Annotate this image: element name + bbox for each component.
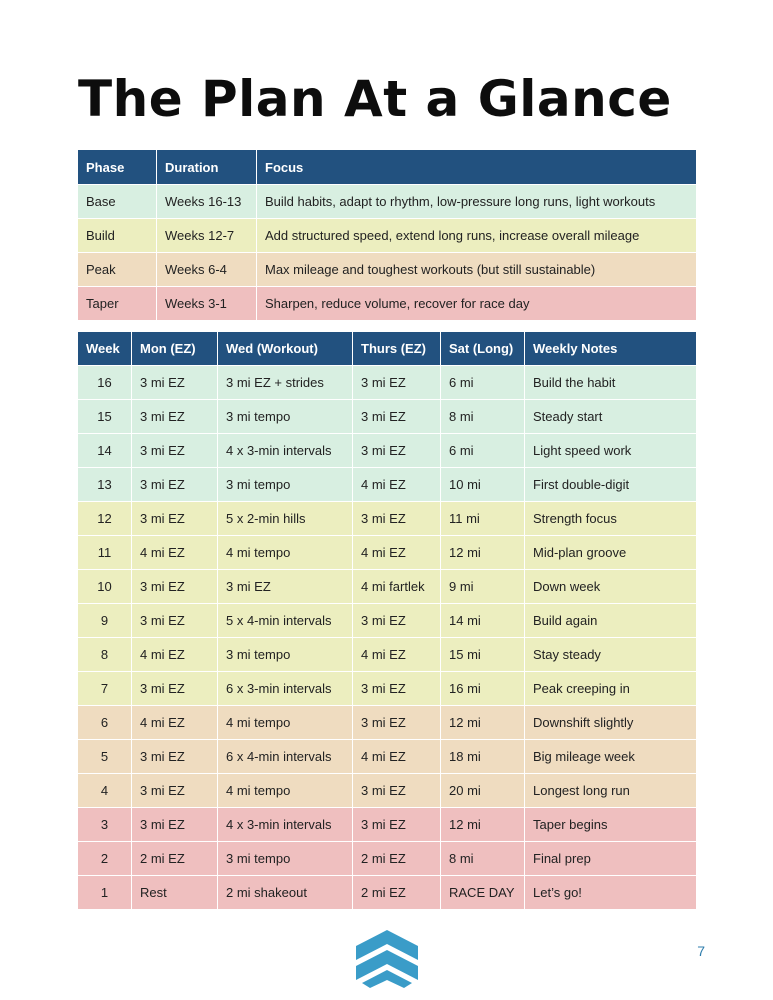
week-row: [78, 706, 697, 740]
week-row: [78, 808, 697, 842]
sat-cell: 10 mi: [441, 468, 525, 502]
header-sat: Sat (Long): [441, 332, 525, 366]
notes-cell: Final prep: [525, 842, 697, 876]
week-row: [78, 638, 697, 672]
notes-cell: Let’s go!: [525, 876, 697, 910]
week-row: [78, 468, 697, 502]
phase-row-base: [78, 185, 697, 219]
sat-cell: 20 mi: [441, 774, 525, 808]
week-row: [78, 774, 697, 808]
header-notes: Weekly Notes: [525, 332, 697, 366]
phase-focus: Sharpen, reduce volume, recover for race day: [257, 287, 697, 321]
header-duration: Duration: [157, 150, 257, 185]
week-number: 7: [78, 672, 132, 706]
phase-focus: Build habits, adapt to rhythm, low-pressure long runs, light workouts: [257, 185, 697, 219]
week-number: 14: [78, 434, 132, 468]
wed-cell: 6 x 4-min intervals: [218, 740, 353, 774]
thu-cell: 3 mi EZ: [353, 672, 441, 706]
wed-cell: 5 x 2-min hills: [218, 502, 353, 536]
sat-cell: 12 mi: [441, 706, 525, 740]
mon-cell: 3 mi EZ: [132, 808, 218, 842]
week-number: 12: [78, 502, 132, 536]
mon-cell: 3 mi EZ: [132, 740, 218, 774]
sat-cell: 8 mi: [441, 842, 525, 876]
mon-cell: 3 mi EZ: [132, 604, 218, 638]
thu-cell: 3 mi EZ: [353, 434, 441, 468]
sat-cell: 14 mi: [441, 604, 525, 638]
sat-cell: 6 mi: [441, 366, 525, 400]
wed-cell: 3 mi EZ: [218, 570, 353, 604]
sat-cell: 16 mi: [441, 672, 525, 706]
notes-cell: Longest long run: [525, 774, 697, 808]
week-number: 8: [78, 638, 132, 672]
thu-cell: 2 mi EZ: [353, 842, 441, 876]
notes-cell: Build again: [525, 604, 697, 638]
phase-name: Peak: [78, 253, 157, 287]
phase-duration: Weeks 3-1: [157, 287, 257, 321]
wed-cell: 3 mi tempo: [218, 638, 353, 672]
notes-cell: Strength focus: [525, 502, 697, 536]
notes-cell: Down week: [525, 570, 697, 604]
week-number: 11: [78, 536, 132, 570]
training-plan-table: [77, 331, 697, 910]
notes-cell: Downshift slightly: [525, 706, 697, 740]
plan-table-header: [78, 332, 697, 366]
phase-name: Base: [78, 185, 157, 219]
week-row: [78, 434, 697, 468]
thu-cell: 3 mi EZ: [353, 706, 441, 740]
phase-focus: Add structured speed, extend long runs, increase overall mileage: [257, 219, 697, 253]
notes-cell: Peak creeping in: [525, 672, 697, 706]
week-number: 1: [78, 876, 132, 910]
thu-cell: 3 mi EZ: [353, 774, 441, 808]
thu-cell: 2 mi EZ: [353, 876, 441, 910]
sat-cell: 12 mi: [441, 536, 525, 570]
sat-cell: RACE DAY: [441, 876, 525, 910]
notes-cell: Taper begins: [525, 808, 697, 842]
sat-cell: 12 mi: [441, 808, 525, 842]
thu-cell: 3 mi EZ: [353, 366, 441, 400]
thu-cell: 4 mi fartlek: [353, 570, 441, 604]
notes-cell: Build the habit: [525, 366, 697, 400]
mon-cell: 4 mi EZ: [132, 706, 218, 740]
phase-table: [77, 149, 697, 321]
mon-cell: 3 mi EZ: [132, 400, 218, 434]
wed-cell: 2 mi shakeout: [218, 876, 353, 910]
sat-cell: 8 mi: [441, 400, 525, 434]
header-wed: Wed (Workout): [218, 332, 353, 366]
mon-cell: Rest: [132, 876, 218, 910]
week-row: [78, 536, 697, 570]
notes-cell: Light speed work: [525, 434, 697, 468]
notes-cell: Mid-plan groove: [525, 536, 697, 570]
week-number: 6: [78, 706, 132, 740]
mon-cell: 3 mi EZ: [132, 570, 218, 604]
mon-cell: 3 mi EZ: [132, 434, 218, 468]
week-number: 13: [78, 468, 132, 502]
phase-row-taper: [78, 287, 697, 321]
thu-cell: 3 mi EZ: [353, 400, 441, 434]
wed-cell: 6 x 3-min intervals: [218, 672, 353, 706]
notes-cell: Stay steady: [525, 638, 697, 672]
thu-cell: 4 mi EZ: [353, 638, 441, 672]
week-row: [78, 400, 697, 434]
week-row: [78, 570, 697, 604]
mon-cell: 3 mi EZ: [132, 366, 218, 400]
week-row: [78, 366, 697, 400]
sat-cell: 9 mi: [441, 570, 525, 604]
mon-cell: 3 mi EZ: [132, 502, 218, 536]
week-row: [78, 604, 697, 638]
week-number: 16: [78, 366, 132, 400]
week-number: 5: [78, 740, 132, 774]
sat-cell: 6 mi: [441, 434, 525, 468]
mon-cell: 3 mi EZ: [132, 468, 218, 502]
header-phase: Phase: [78, 150, 157, 185]
week-number: 4: [78, 774, 132, 808]
week-row: [78, 740, 697, 774]
wed-cell: 3 mi tempo: [218, 400, 353, 434]
thu-cell: 3 mi EZ: [353, 604, 441, 638]
sat-cell: 18 mi: [441, 740, 525, 774]
wed-cell: 3 mi tempo: [218, 842, 353, 876]
notes-cell: Steady start: [525, 400, 697, 434]
week-row: [78, 672, 697, 706]
week-number: 10: [78, 570, 132, 604]
wed-cell: 3 mi tempo: [218, 468, 353, 502]
chevron-stack-logo-icon: [354, 930, 420, 994]
week-number: 9: [78, 604, 132, 638]
phase-focus: Max mileage and toughest workouts (but still sustainable): [257, 253, 697, 287]
sat-cell: 11 mi: [441, 502, 525, 536]
wed-cell: 3 mi EZ + strides: [218, 366, 353, 400]
week-row: [78, 842, 697, 876]
phase-duration: Weeks 16-13: [157, 185, 257, 219]
mon-cell: 4 mi EZ: [132, 536, 218, 570]
page-number: 7: [697, 943, 705, 959]
phase-duration: Weeks 6-4: [157, 253, 257, 287]
week-number: 3: [78, 808, 132, 842]
wed-cell: 4 x 3-min intervals: [218, 808, 353, 842]
week-row: [78, 502, 697, 536]
phase-row-build: [78, 219, 697, 253]
header-mon: Mon (EZ): [132, 332, 218, 366]
thu-cell: 3 mi EZ: [353, 808, 441, 842]
header-focus: Focus: [257, 150, 697, 185]
phase-table-header: [78, 150, 697, 185]
wed-cell: 4 x 3-min intervals: [218, 434, 353, 468]
week-number: 15: [78, 400, 132, 434]
phase-name: Taper: [78, 287, 157, 321]
notes-cell: First double-digit: [525, 468, 697, 502]
mon-cell: 3 mi EZ: [132, 774, 218, 808]
thu-cell: 3 mi EZ: [353, 502, 441, 536]
wed-cell: 4 mi tempo: [218, 706, 353, 740]
mon-cell: 4 mi EZ: [132, 638, 218, 672]
thu-cell: 4 mi EZ: [353, 740, 441, 774]
phase-duration: Weeks 12-7: [157, 219, 257, 253]
wed-cell: 4 mi tempo: [218, 774, 353, 808]
sat-cell: 15 mi: [441, 638, 525, 672]
header-week: Week: [78, 332, 132, 366]
thu-cell: 4 mi EZ: [353, 536, 441, 570]
page-title: The Plan At a Glance: [78, 70, 672, 128]
week-row: [78, 876, 697, 910]
phase-row-peak: [78, 253, 697, 287]
mon-cell: 3 mi EZ: [132, 672, 218, 706]
wed-cell: 4 mi tempo: [218, 536, 353, 570]
notes-cell: Big mileage week: [525, 740, 697, 774]
thu-cell: 4 mi EZ: [353, 468, 441, 502]
mon-cell: 2 mi EZ: [132, 842, 218, 876]
header-thurs: Thurs (EZ): [353, 332, 441, 366]
wed-cell: 5 x 4-min intervals: [218, 604, 353, 638]
phase-name: Build: [78, 219, 157, 253]
week-number: 2: [78, 842, 132, 876]
